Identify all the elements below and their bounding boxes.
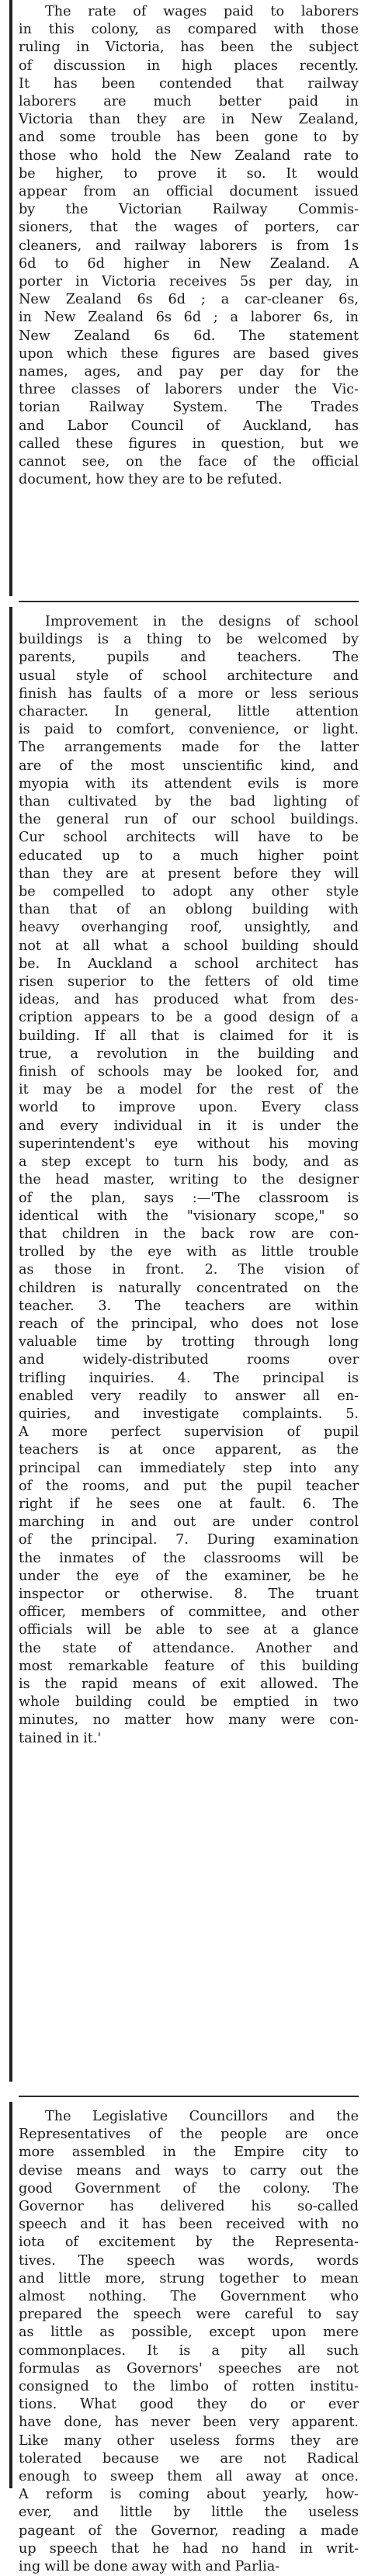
text-line: cription appears to be a good design of a [19, 1010, 359, 1026]
text-line: be. In Auckland a school architect has [19, 955, 359, 972]
text-line: inspector or otherwise. 8. The truant [19, 1586, 359, 1602]
text-line: upon which these figures are based gives [19, 345, 359, 362]
text-line: the general run of our school buildings. [19, 812, 359, 828]
text-line: the inmates of the classrooms will be [19, 1550, 359, 1566]
text-line: up speech that he had no hand in writ- [19, 2540, 359, 2557]
text-line: enough to sweep them all away at once. [19, 2469, 359, 2485]
text-line: the head master, writing to the designer [19, 1172, 359, 1188]
text-line: officials will be able to see at a glance [19, 1622, 359, 1638]
text-line: New Zealand 6s 6d ; a car-cleaner 6s, [19, 292, 359, 308]
text-line: educated up to a much higher point [19, 848, 359, 864]
text-line: and widely-distributed rooms over [19, 1352, 359, 1368]
text-line: of the plan, says :—'The classroom is [19, 1190, 359, 1206]
text-line: speech and it has been received with no [19, 2217, 359, 2233]
text-line: more assembled in the Empire city to [19, 2144, 359, 2161]
text-line: ing will be done away with and Parlia- [19, 2559, 280, 2575]
text-line: Representatives of the people are once [19, 2127, 359, 2143]
article-legislative-council [19, 2108, 359, 2576]
text-line: by the Victorian Railway Commis- [19, 202, 359, 218]
text-line: officer, members of committee, and other [19, 1604, 359, 1621]
text-line: Governor has delivered his so-called [19, 2199, 359, 2215]
text-line: The rate of wages paid to laborers [45, 4, 359, 19]
text-line: The Legislative Councillors and the [45, 2109, 359, 2124]
text-line: devise means and ways to carry out the [19, 2162, 359, 2179]
text-line: called these figures in question, but we [19, 435, 359, 452]
article-divider [19, 601, 359, 602]
text-line: that children in the back row are con- [19, 1226, 359, 1242]
text-line: is paid to comfort, convenience, or light. [19, 722, 359, 738]
text-line: A more perfect supervision of pupil [19, 1424, 359, 1441]
text-line: myopia with its attendent evils is more [19, 775, 359, 792]
text-line: of discussion in high places recently. [19, 57, 359, 74]
text-line: as those in front. 2. The vision of [19, 1262, 359, 1278]
text-line: A reform is coming about yearly, how- [19, 2487, 359, 2503]
text-line: ever, and little by little the useless [19, 2505, 359, 2521]
text-line: quiries, and investigate complaints. 5. [19, 1406, 359, 1422]
text-line: teacher. 3. The teachers are within [19, 1298, 359, 1314]
text-line: than they are at present before they will [19, 865, 359, 882]
text-line: as little as possible, except upon mere [19, 2325, 359, 2341]
text-line: The arrangements made for the latter [19, 740, 359, 756]
article-body [19, 613, 359, 1748]
text-line: porter in Victoria receives 5s per day, in [19, 274, 359, 290]
text-line: than cultivated by the bad lighting of [19, 794, 359, 810]
column-margin-rule [9, 0, 12, 596]
text-line: building. If all that is claimed for it is [19, 1028, 359, 1044]
text-line: Improvement in the designs of school [45, 614, 359, 629]
text-line: world to improve upon. Every class [19, 1100, 359, 1116]
text-line: pageant of the Governor, reading a made [19, 2522, 359, 2539]
article-body [19, 2108, 359, 2576]
text-line: most remarkable feature of this building [19, 1658, 359, 1674]
text-line: consigned to the limbo of rotten institu- [19, 2379, 359, 2395]
text-line: formulas as Governors' speeches are not [19, 2360, 359, 2377]
text-line: marching in and out are under control [19, 1514, 359, 1531]
text-line: risen superior to the fetters of old time [19, 974, 359, 990]
text-line: Cur school architects will have to be [19, 830, 359, 846]
text-line: the state of attendance. Another and [19, 1640, 359, 1656]
text-line: true, a revolution in the building and [19, 1045, 359, 1062]
text-line: teachers is at once apparent, as the [19, 1442, 359, 1458]
text-line: identical with the "visionary scope," so [19, 1208, 359, 1224]
text-line: cannot see, on the face of the official [19, 454, 359, 470]
text-line: finish of schools may be looked for, and [19, 1064, 359, 1080]
text-line: enabled very readily to answer all en- [19, 1388, 359, 1404]
column-margin-rule [9, 2102, 12, 2488]
column-margin-rule [9, 607, 12, 2082]
text-line: and Labor Council of Auckland, has [19, 418, 359, 434]
text-line: commonplaces. It is a pity all such [19, 2342, 359, 2359]
text-line: principal can immediately step into any [19, 1460, 359, 1476]
text-line: be higher, to prove it so. It would [19, 165, 359, 182]
text-line: of the principal. 7. During examination [19, 1532, 359, 1548]
text-line: It has been contended that railway [19, 75, 359, 92]
text-line: superintendent's eye without his moving [19, 1135, 359, 1152]
text-line: and some trouble has been gone to by [19, 130, 359, 146]
text-line: finish has faults of a more or less serious [19, 685, 359, 702]
text-line: document, how they are to be refuted. [19, 472, 283, 488]
text-line: children is naturally concentrated on the [19, 1280, 359, 1296]
text-line: ideas, and has produced what from des- [19, 992, 359, 1008]
text-line: a step except to turn his body, and as [19, 1154, 359, 1170]
text-line: appear from an official document issued [19, 184, 359, 200]
text-line: tained in it.' [19, 1730, 102, 1746]
text-line: torian Railway System. The Trades [19, 400, 359, 416]
text-line: under the eye of the examiner, be he [19, 1568, 359, 1584]
text-line: heavy overhanging roof, unsightly, and [19, 920, 359, 936]
text-line: in this colony, as compared with those [19, 22, 359, 38]
article-school-buildings [19, 613, 359, 1748]
text-line: good Government of the colony. The [19, 2180, 359, 2196]
text-line: than that of an oblong building with [19, 902, 359, 918]
text-line: New Zealand 6s 6d. The statement [19, 328, 359, 344]
text-line: reach of the principal, who does not lose [19, 1316, 359, 1332]
article-laborer-wages [19, 3, 359, 489]
text-line: three classes of laborers under the Vic- [19, 382, 359, 398]
text-line: are of the most unscientific kind, and [19, 758, 359, 774]
text-line: be compelled to adopt any other style [19, 884, 359, 900]
text-line: trolled by the eye with as little trouble [19, 1244, 359, 1260]
text-line: in New Zealand 6s 6d ; a laborer 6s, in [19, 310, 359, 326]
article-body [19, 3, 359, 489]
text-line: Victoria than they are in New Zealand, [19, 112, 359, 128]
text-line: Like many other useless forms they are [19, 2432, 359, 2449]
text-line: tolerated because we are not Radical [19, 2450, 359, 2467]
text-line: tives. The speech was words, words [19, 2252, 359, 2269]
text-line: trifling inquiries. 4. The principal is [19, 1370, 359, 1386]
article-divider [19, 2096, 359, 2097]
text-line: laborers are much better paid in [19, 94, 359, 110]
text-line: prepared the speech were careful to say [19, 2307, 359, 2323]
text-line: names, ages, and pay per day for the [19, 364, 359, 380]
text-line: cleaners, and railway laborers is from 1s [19, 237, 359, 254]
text-line: iota of excitement by the Representa- [19, 2234, 359, 2251]
text-line: minutes, no matter how many were con- [19, 1712, 359, 1728]
text-line: of the rooms, and put the pupil teacher [19, 1478, 359, 1494]
text-line: those who hold the New Zealand rate to [19, 147, 359, 164]
text-line: have done, has never been very apparent. [19, 2415, 359, 2431]
text-line: it may be a model for the rest of the [19, 1082, 359, 1098]
text-line: and little more, strung together to mean [19, 2270, 359, 2287]
text-line: whole building could be emptied in two [19, 1694, 359, 1711]
text-line: and every individual in it is under the [19, 1118, 359, 1134]
text-line: ruling in Victoria, has been the subject [19, 40, 359, 56]
text-line: almost nothing. The Government who [19, 2289, 359, 2305]
text-line: not at all what a school building should [19, 938, 359, 954]
text-line: tions. What good they do or ever [19, 2397, 359, 2413]
text-line: 6d to 6d higher in New Zealand. A [19, 255, 359, 272]
text-line: parents, pupils and teachers. The [19, 650, 359, 666]
text-line: sioners, that the wages of porters, car [19, 220, 359, 236]
text-line: character. In general, little attention [19, 704, 359, 720]
text-line: is the rapid means of exit allowed. The [19, 1676, 359, 1692]
text-line: usual style of school architecture and [19, 667, 359, 684]
text-line: buildings is a thing to be welcomed by [19, 632, 359, 648]
text-line: right if he sees one at fault. 6. The [19, 1496, 359, 1512]
text-line: valuable time by trotting through long [19, 1334, 359, 1350]
